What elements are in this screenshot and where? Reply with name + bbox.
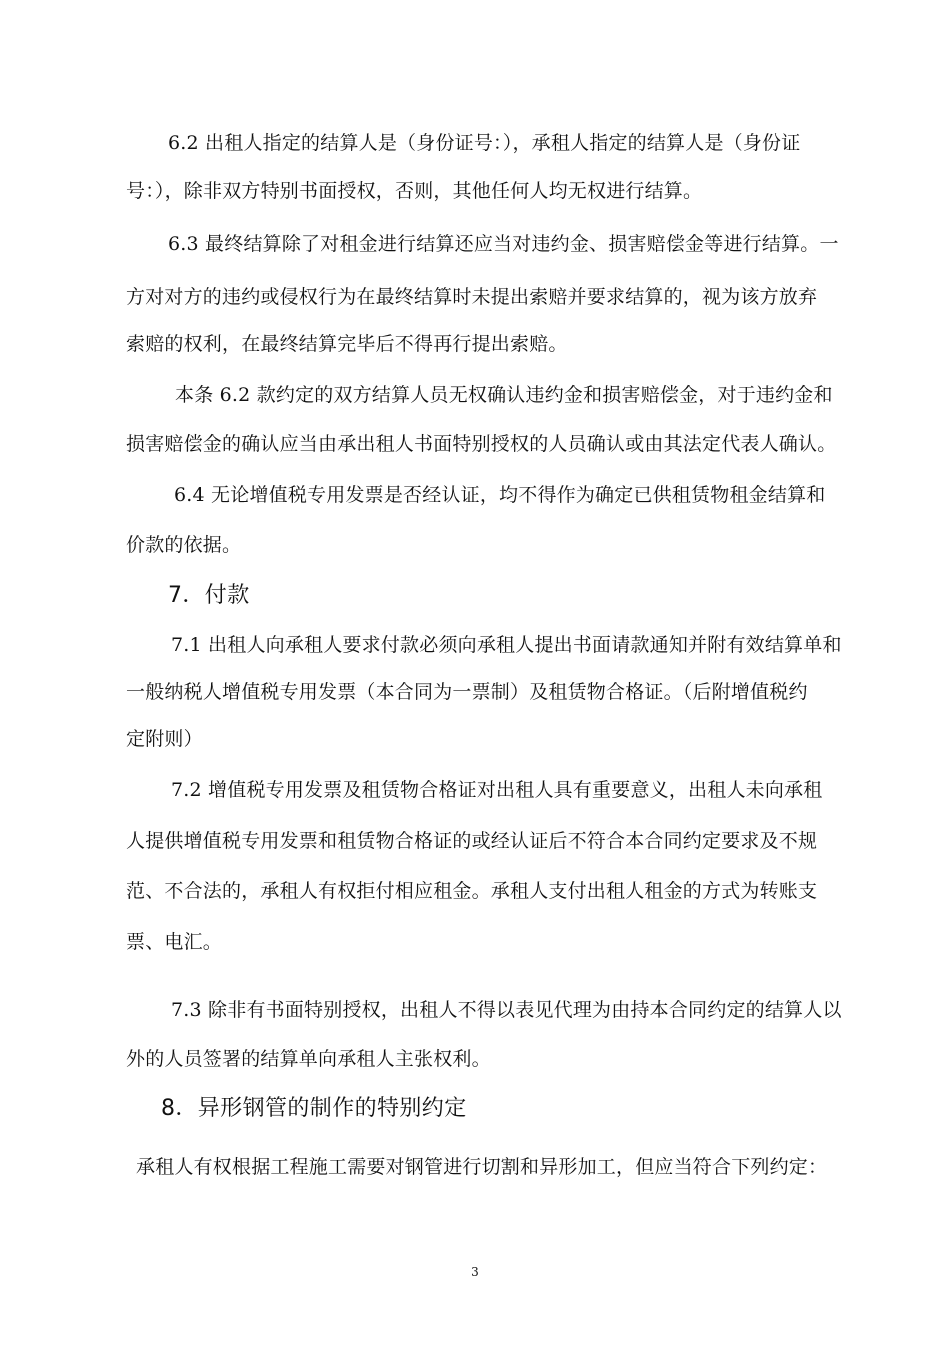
paragraph-6-2-note-line-1: 本条 6.2 款约定的双方结算人员无权确认违约金和损害赔偿金，对于违约金和: [175, 384, 833, 406]
page-number: 3: [471, 1265, 479, 1279]
paragraph-7-2-line-4: 票、电汇。: [126, 931, 223, 953]
paragraph-6-2-note-line-2: 损害赔偿金的确认应当由承出租人书面特别授权的人员确认或由其法定代表人确认。: [126, 433, 837, 455]
paragraph-6-3-line-3: 索赔的权利，在最终结算完毕后不得再行提出索赔。: [126, 333, 568, 355]
paragraph-6-2-line-2: 号：），除非双方特别书面授权，否则，其他任何人均无权进行结算。: [126, 180, 703, 202]
paragraph-6-3-line-1: 6.3 最终结算除了对租金进行结算还应当对违约金、损害赔偿金等进行结算。一: [168, 233, 839, 255]
section-heading-8: 8．异形钢管的制作的特别约定: [161, 1096, 467, 1121]
paragraph-8-intro: 承租人有权根据工程施工需要对钢管进行切割和异形加工，但应当符合下列约定：: [136, 1156, 828, 1178]
paragraph-7-3-line-2: 外的人员签署的结算单向承租人主张权利。: [126, 1048, 491, 1070]
paragraph-6-4-line-1: 6.4 无论增值税专用发票是否经认证，均不得作为确定已供租赁物租金结算和: [174, 484, 826, 506]
paragraph-7-1-line-1: 7.1 出租人向承租人要求付款必须向承租人提出书面请款通知并附有效结算单和: [171, 634, 842, 656]
paragraph-7-2-line-1: 7.2 增值税专用发票及租赁物合格证对出租人具有重要意义，出租人未向承租: [171, 779, 823, 801]
paragraph-7-2-line-3: 范、不合法的，承租人有权拒付相应租金。承租人支付出租人租金的方式为转账支: [126, 880, 818, 902]
paragraph-7-2-line-2: 人提供增值税专用发票和租赁物合格证的或经认证后不符合本合同约定要求及不规: [126, 830, 818, 852]
paragraph-6-2-line-1: 6.2 出租人指定的结算人是（身份证号：），承租人指定的结算人是（身份证: [168, 132, 801, 154]
paragraph-6-3-line-2: 方对对方的违约或侵权行为在最终结算时未提出索赔并要求结算的，视为该方放弃: [126, 286, 818, 308]
paragraph-6-4-line-2: 价款的依据。: [126, 534, 242, 556]
paragraph-7-3-line-1: 7.3 除非有书面特别授权，出租人不得以表见代理为由持本合同约定的结算人以: [171, 999, 842, 1021]
paragraph-7-1-line-2: 一般纳税人增值税专用发票（本合同为一票制）及租赁物合格证。（后附增值税约: [126, 681, 808, 703]
section-heading-7: 7．付款: [168, 583, 250, 608]
paragraph-7-1-line-3: 定附则）: [126, 728, 203, 750]
